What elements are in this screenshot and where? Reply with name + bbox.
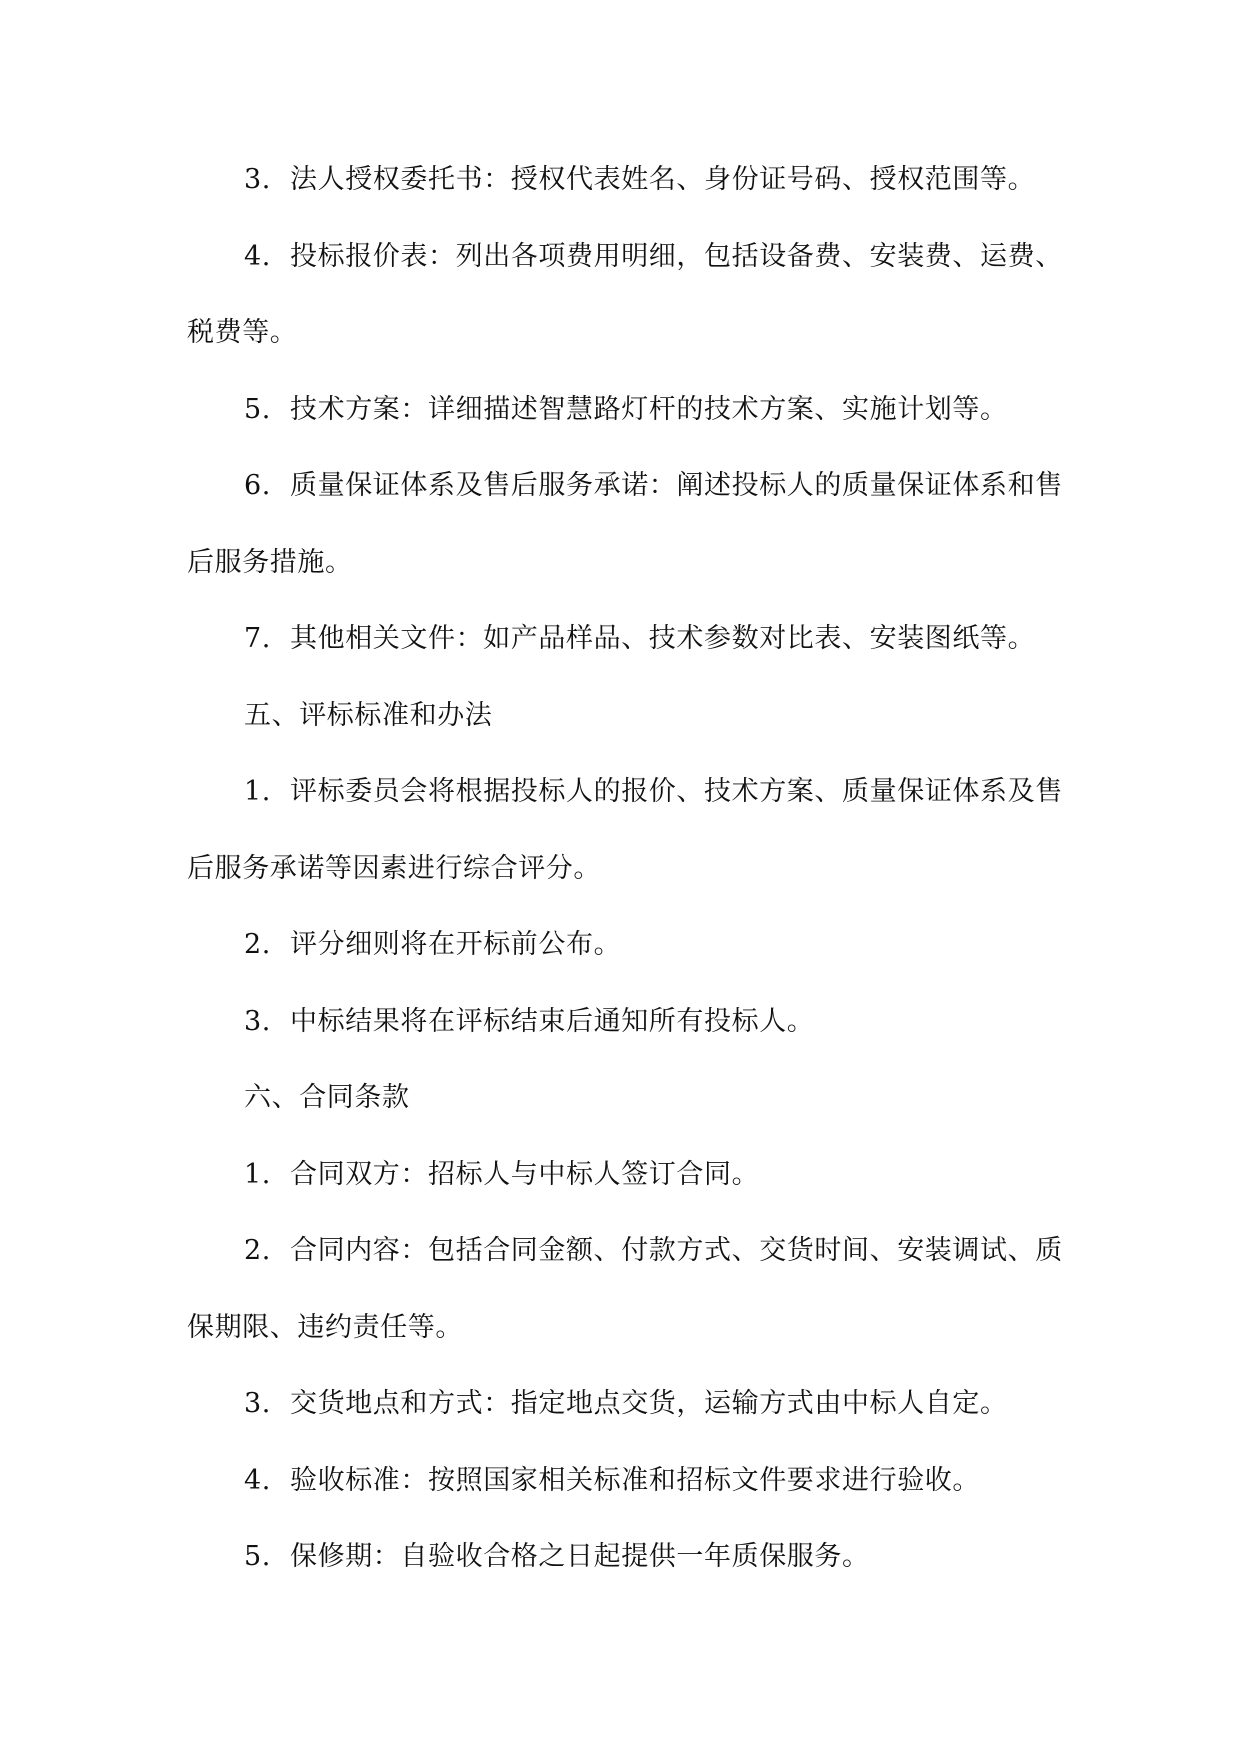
- item-number: 3.: [244, 1005, 271, 1037]
- item-text: 合同双方：招标人与中标人签订合同。: [290, 1158, 760, 1190]
- item-text: 质量保证体系及售后服务承诺：阐述投标人的质量保证体系和售后服务措施。: [187, 470, 1063, 578]
- item-number: 1.: [244, 1158, 271, 1190]
- item-number: 3.: [244, 164, 271, 195]
- item-number: 4.: [244, 240, 271, 272]
- list-item-3-authorization-letter: [187, 142, 1067, 219]
- item-text: 技术方案：详细描述智慧路灯杆的技术方案、实施计划等。: [290, 393, 1008, 425]
- item-text: 合同内容：包括合同金额、付款方式、交货时间、安装调试、质保期限、违约责任等。: [187, 1235, 1063, 1343]
- list-item-5-warranty-period: [187, 1519, 1067, 1596]
- item-number: 3.: [244, 1388, 271, 1419]
- list-item-2-contract-content: [187, 1213, 1067, 1366]
- item-text: 保修期：自验收合格之日起提供一年质保服务。: [290, 1541, 870, 1572]
- section-heading-text: 六、合同条款: [244, 1082, 410, 1113]
- item-number: 2.: [244, 929, 271, 960]
- item-number: 6.: [244, 470, 271, 501]
- item-text: 投标报价表：列出各项费用明细，包括设备费、安装费、运费、税费等。: [187, 240, 1063, 348]
- list-item-1-evaluation-committee: [187, 754, 1067, 907]
- item-number: 5.: [244, 1541, 271, 1572]
- item-text: 法人授权委托书：授权代表姓名、身份证号码、授权范围等。: [290, 164, 1036, 195]
- list-item-2-scoring-rules: [187, 907, 1067, 984]
- item-number: 7.: [244, 623, 271, 654]
- list-item-6-quality-assurance: [187, 448, 1067, 601]
- list-item-5-technical-plan: [187, 372, 1067, 449]
- item-number: 4.: [244, 1464, 271, 1496]
- list-item-1-contract-parties: [187, 1137, 1067, 1214]
- document-body: [187, 142, 1067, 1596]
- item-number: 2.: [244, 1235, 271, 1266]
- item-text: 评分细则将在开标前公布。: [290, 929, 622, 960]
- list-item-7-other-documents: [187, 601, 1067, 678]
- list-item-4-bid-quote: [187, 219, 1067, 372]
- item-text: 验收标准：按照国家相关标准和招标文件要求进行验收。: [290, 1464, 980, 1496]
- list-item-3-award-notice: [187, 984, 1067, 1061]
- list-item-4-acceptance-standard: [187, 1443, 1067, 1520]
- item-text: 交货地点和方式：指定地点交货，运输方式由中标人自定。: [290, 1388, 1008, 1419]
- section-heading-text: 五、评标标准和办法: [244, 699, 493, 731]
- list-item-3-delivery: [187, 1366, 1067, 1443]
- section-heading-evaluation: [187, 678, 1067, 755]
- item-text: 评标委员会将根据投标人的报价、技术方案、质量保证体系及售后服务承诺等因素进行综合评分。: [187, 776, 1063, 884]
- item-number: 1.: [244, 776, 271, 807]
- item-text: 中标结果将在评标结束后通知所有投标人。: [290, 1005, 815, 1037]
- section-heading-contract-terms: [187, 1060, 1067, 1137]
- item-number: 5.: [244, 393, 271, 425]
- item-text: 其他相关文件：如产品样品、技术参数对比表、安装图纸等。: [290, 623, 1036, 654]
